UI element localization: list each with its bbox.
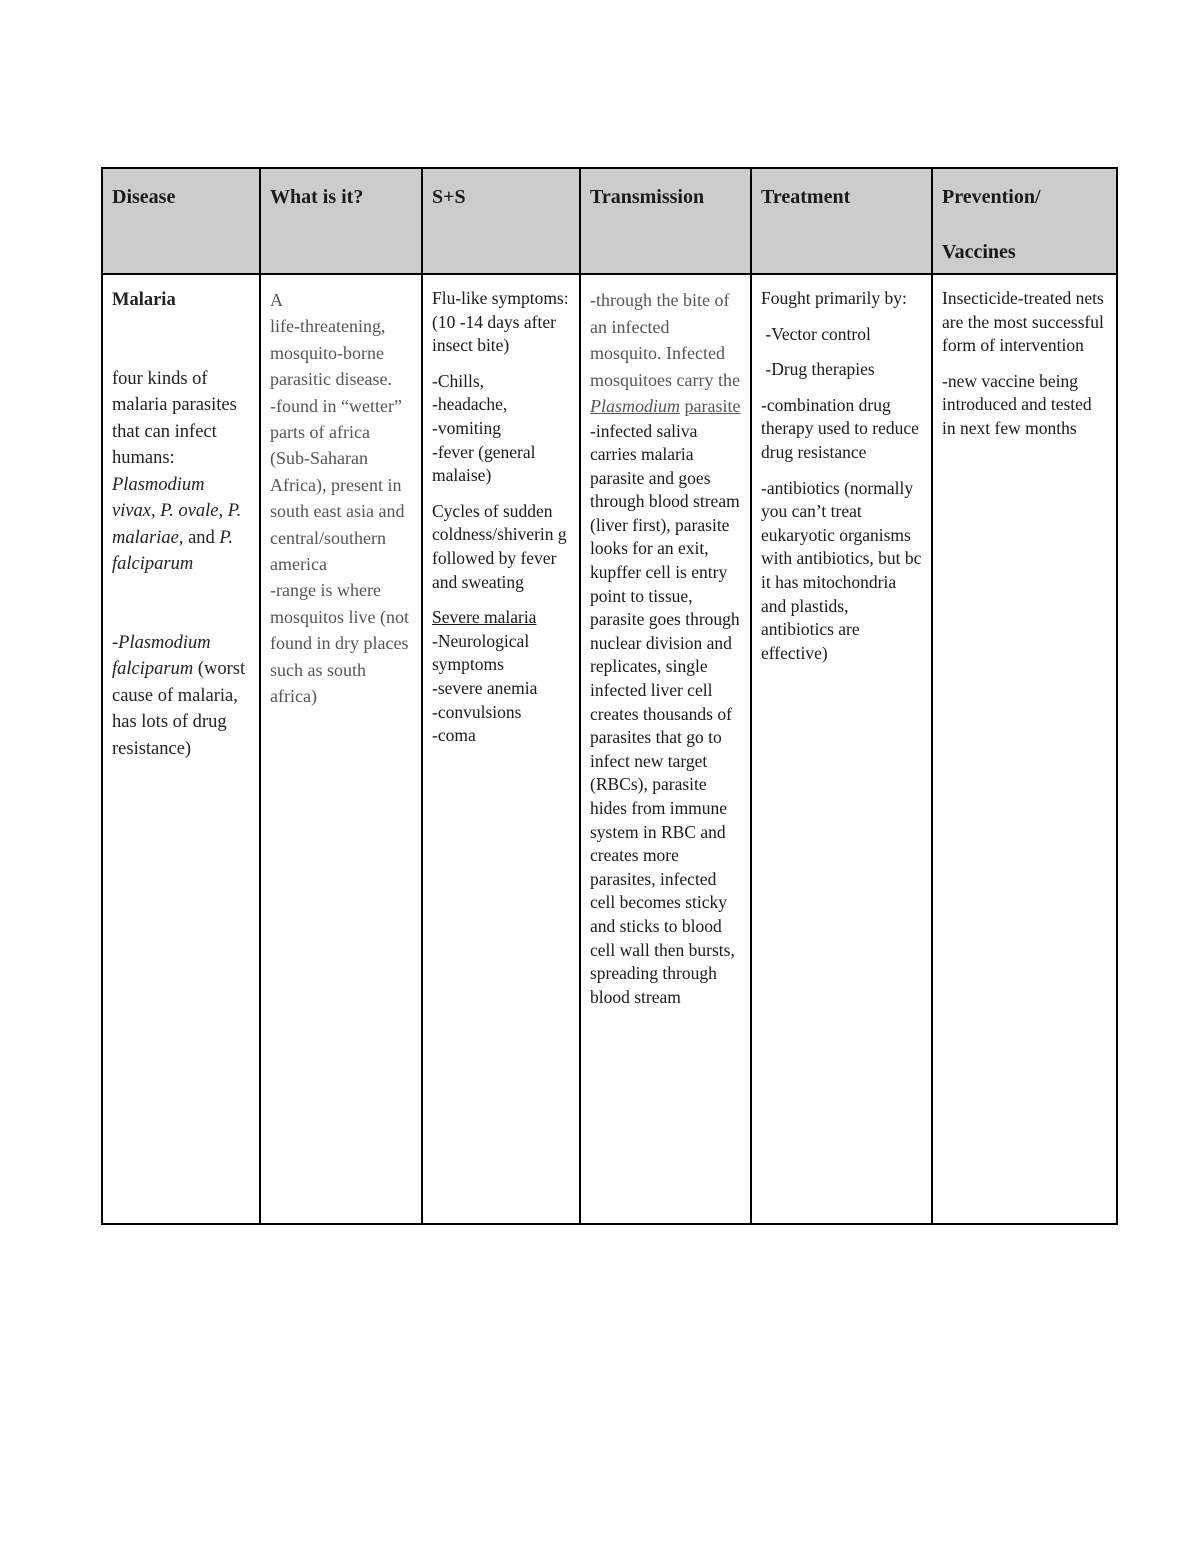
cell-ss (422, 274, 580, 1224)
treatment-combination: -combination drug therapy used to reduce drug resistance (761, 394, 919, 462)
cell-prevention (932, 274, 1117, 1224)
treatment-lead: Fought primarily by: (761, 288, 907, 308)
worst-species-name: Plasmodium falciparum (112, 632, 211, 679)
transmission-bite-lead: -through the bite of an infected mosquito. Infected mosquitoes carry the (590, 290, 740, 390)
header-what-is-it: What is it? (260, 168, 422, 274)
treatment-drug-therapies: -Drug therapies (761, 359, 875, 380)
ss-neurological: -Neurological symptoms (432, 630, 530, 675)
ss-coma: -coma (432, 725, 476, 746)
disease-table (101, 167, 1118, 1225)
header-prevention (932, 168, 1117, 274)
header-treatment: Treatment (751, 168, 932, 274)
worst-dash: - (112, 632, 119, 653)
cell-what-is-it (260, 274, 422, 1224)
ss-flu: Flu-like symptoms: (10 -14 days after insect bite) (432, 288, 569, 356)
ss-chills: -Chills, (432, 370, 485, 391)
worst-species-note: (worst cause of malaria, has lots of drug resistance) (112, 659, 246, 759)
ss-fever: -fever (general malaise) (432, 441, 536, 486)
header-row (102, 168, 1117, 274)
what-line-a: A (270, 290, 283, 310)
ss-anemia: -severe anemia (432, 677, 538, 698)
transmission-process: -infected saliva carries malaria parasite and goes through blood stream (liver first), parasite looks for an exit, kupffer cell is entry point to tissue, parasite goes through nuclear division and replicates, single infected liver cell creates thousands of parasites that go to infect new target (RBCs), parasite hides from immune system in RBC and creates more parasites, infected cell becomes sticky and sticks to blood cell wall then bursts, spreading through blood stream (590, 420, 740, 1007)
transmission-plasmodium: Plasmodium (590, 396, 680, 416)
ss-vomiting: -vomiting (432, 417, 502, 438)
what-found-in: -found in “wetter” parts of africa (Sub-Saharan Africa), present in south east asia and central/southern america (270, 395, 405, 575)
worst-species (112, 630, 251, 763)
ss-severe-title: Severe malaria (432, 607, 537, 628)
treatment-vector-control: -Vector control (761, 323, 871, 344)
transmission-bite (590, 287, 742, 420)
header-disease: Disease (102, 168, 260, 274)
prevention-nets: Insecticide-treated nets are the most successful form of intervention (942, 288, 1104, 356)
species-list-1: Plasmodium vivax, P. ovale, P. malariae, (112, 474, 242, 548)
what-range: -range is where mosquitos live (not found in dry places such as south africa) (270, 580, 409, 707)
species-list-2: P. falciparum (112, 527, 233, 574)
ss-headache: -headache, (432, 394, 508, 415)
header-prevention-line1: Prevention/ (942, 186, 1041, 208)
header-transmission: Transmission (580, 168, 751, 274)
cell-transmission (580, 274, 751, 1224)
treatment-antibiotics: -antibiotics (normally you can’t treat eukaryotic organisms with antibiotics, but bc it has mitochondria and plastids, antibiotics are effective) (761, 477, 922, 663)
transmission-parasite: parasite (684, 396, 741, 416)
what-definition: life-threatening, mosquito-borne parasitic disease. (270, 316, 392, 390)
prevention-vaccine: -new vaccine being introduced and tested in next few months (942, 370, 1092, 438)
ss-cycles: Cycles of sudden coldness/shiverin g followed by fever and sweating (432, 500, 567, 592)
ss-convulsions: -convulsions (432, 701, 522, 722)
table-row (102, 274, 1117, 1224)
header-ss: S+S (422, 168, 580, 274)
cell-disease (102, 274, 260, 1224)
disease-species (112, 472, 251, 578)
disease-name: Malaria (112, 290, 176, 310)
species-and: and (188, 527, 215, 548)
disease-intro: four kinds of malaria parasites that can infect humans: (112, 368, 237, 468)
header-prevention-line2: Vaccines (942, 241, 1016, 263)
cell-treatment (751, 274, 932, 1224)
